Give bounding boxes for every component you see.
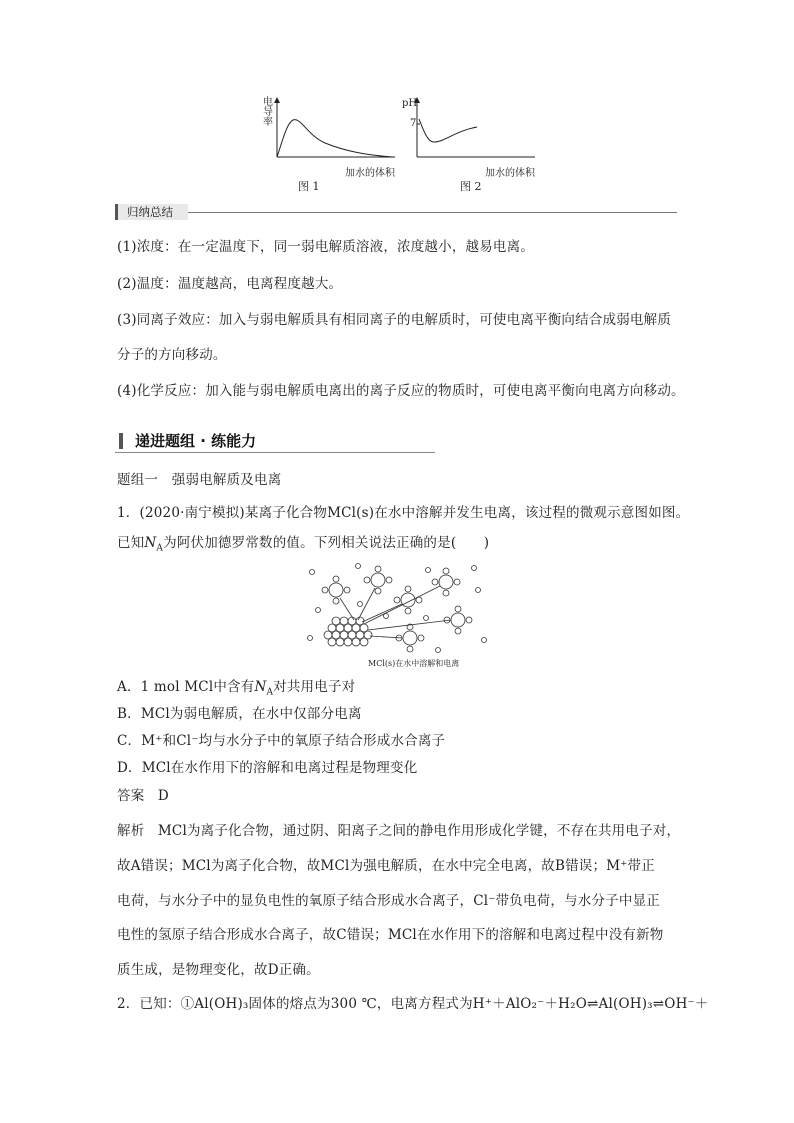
section-marker xyxy=(119,433,123,449)
fig1-ylabel xyxy=(262,98,274,128)
analysis-line: 电荷，与水分子中的显负电性的氧原子结合形成水合离子，Cl⁻带负电荷，与水分子中显正 xyxy=(117,893,660,909)
summary-item: (4)化学反应：加入能与弱电解质电离出的离子反应的物质时，可使电离平衡向电离方向移动。 xyxy=(117,383,685,399)
summary-label: 归纳总结 xyxy=(127,205,173,219)
analysis-line xyxy=(117,822,680,840)
dissolution-diagram xyxy=(298,560,498,660)
analysis-label: 解析 xyxy=(117,823,145,839)
q1-stem-line2 xyxy=(117,534,489,558)
analysis-line: 质生成，是物理变化，故D正确。 xyxy=(117,962,320,978)
summary-item: (1)浓度：在一定温度下，同一弱电解质溶液，浓度越小，越易电离。 xyxy=(117,239,535,255)
fig2-ytick: 7 xyxy=(410,118,417,129)
summary-banner xyxy=(115,204,677,222)
analysis-text: MCl为离子化合物，通过阴、阳离子之间的静电作用形成化学键，不存在共用电子对， xyxy=(157,823,681,839)
summary-item: 分子的方向移动。 xyxy=(117,347,227,363)
option-d: D．MCl在水作用下的溶解和电离过程是物理变化 xyxy=(117,760,418,776)
summary-divider xyxy=(188,212,677,213)
avogadro-sub: A xyxy=(156,543,164,554)
option-a-pre: A．1 mol MCl中含有 xyxy=(117,679,255,695)
hydrated-ion xyxy=(432,568,460,596)
option-a xyxy=(117,678,355,702)
fig1-ylabel-char: 率 xyxy=(263,117,273,128)
q1-stem-line1: 1．(2020·南宁模拟)某离子化合物MCl(s)在水中溶解并发生电离，该过程的微观示意图如图。 xyxy=(117,505,690,521)
answer-label: 答案 xyxy=(117,788,145,804)
fig1-ylabel-char: 电 xyxy=(263,97,273,108)
diagram-caption: MCl(s)在水中溶解和电离 xyxy=(368,659,460,668)
answer-value: D xyxy=(157,788,169,804)
fig1-ylabel-char: 导 xyxy=(263,107,273,118)
summary-item: (3)同离子效应：加入与弱电解质具有相同离子的电解质时，可使电离平衡向结合成弱电解质 xyxy=(117,312,672,328)
section-title: 递进题组 · 练能力 xyxy=(135,432,257,450)
section-divider xyxy=(115,452,435,453)
fig2-xlabel: 加水的体积 xyxy=(485,168,535,179)
fig1-caption: 图 1 xyxy=(298,180,320,193)
option-b: B．MCl为弱电解质，在水中仅部分电离 xyxy=(117,706,362,722)
fig2-caption: 图 2 xyxy=(460,180,482,193)
q1-stem-post: 为阿伏加德罗常数的值。下列相关说法正确的是( ) xyxy=(163,535,490,551)
crystal-lattice xyxy=(324,617,372,646)
avogadro-sub: A xyxy=(266,687,274,698)
q2-stem-line1: 2．已知：①Al(OH)₃固体的熔点为300 ℃，电离方程式为H⁺＋AlO₂⁻＋H₂O⇌Al(OH)₃⇌OH⁻＋ xyxy=(117,996,709,1012)
fig1-xlabel: 加水的体积 xyxy=(345,168,395,179)
option-c: C．M⁺和Cl⁻均与水分子中的氧原子结合形成水合离子 xyxy=(117,733,446,749)
summary-item: (2)温度：温度越高，电离程度越大。 xyxy=(117,276,343,292)
fig2-ylabel: pH xyxy=(402,98,418,109)
option-a-post: 对共用电子对 xyxy=(273,679,356,695)
q1-stem-pre: 已知 xyxy=(117,535,145,551)
analysis-line: 电性的氢原子结合形成水合离子，故C错误；MCl在水作用下的溶解和电离过程中没有新物 xyxy=(117,927,664,943)
avogadro-symbol: N xyxy=(254,679,267,695)
hydrated-ion xyxy=(394,586,422,614)
analysis-line: 故A错误；MCl为离子化合物，故MCl为强电解质，在水中完全电离，故B错误；M⁺带正 xyxy=(117,858,655,874)
group-title: 题组一 强弱电解质及电离 xyxy=(117,472,282,488)
avogadro-symbol: N xyxy=(144,535,157,551)
hydrated-ion xyxy=(364,566,392,594)
hydrated-ion xyxy=(322,576,350,604)
answer-line xyxy=(117,787,169,805)
section-heading xyxy=(115,428,435,452)
